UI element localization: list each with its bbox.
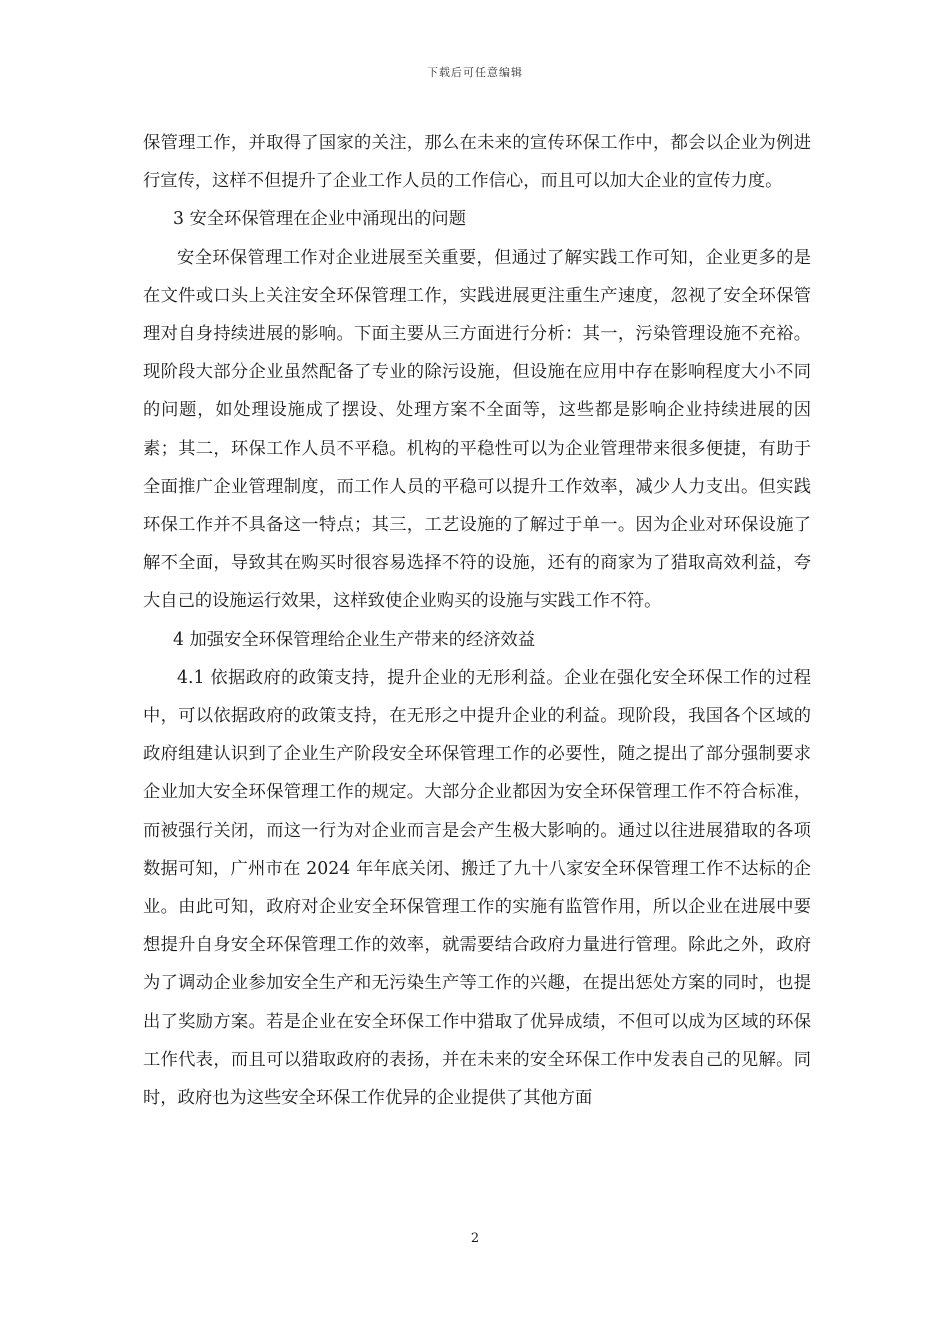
paragraph-4-1: 4.1 依据政府的政策支持，提升企业的无形利益。企业在强化安全环保工作的过程中，可以依据政府的政策支持，在无形之中提升企业的利益。现阶段，我国各个区域的政府组建认识到了企业生产阶段安全环保管理工作的必要性，随之提出了部分强制要求企业加大安全环保管理工作的规定。大部分企业都因为安全环保管理工作不符合标准，而被强行关闭，而这一行为对企业而言是会产生极大影响的。通过以往进展猎取的各项数据可知，广州市在 2024 年年底关闭、搬迁了九十八家安全环保管理工作不达标的企业。由此可知，政府对企业安全环保管理工作的实施有监管作用，所以企业在进展中要想提升自身安全环保管理工作的效率，就需要结合政府力量进行管理。除此之外，政府为了调动企业参加安全生产和无污染生产等工作的兴趣，在提出惩处方案的同时，也提出了奖励方案。若是企业在安全环保工作中猎取了优异成绩，不但可以成为区域的环保工作代表，而且可以猎取政府的表扬，并在未来的安全环保工作中发表自己的见解。同时，政府也为这些安全环保工作优异的企业提供了其他方面	[143, 667, 811, 1109]
page-number: 2	[470, 1231, 480, 1246]
paragraph-continuation: 保管理工作，并取得了国家的关注，那么在未来的宣传环保工作中，都会以企业为例进行宣传，这样不但提升了企业工作人员的工作信心，而且可以加大企业的宣传力度。	[143, 133, 811, 192]
paragraph-problems: 安全环保管理工作对企业进展至关重要，但通过了解实践工作可知，企业更多的是在文件或口头上关注安全环保管理工作，实践进展更注重生产速度，忽视了安全环保管理对自身持续进展的影响。下面主要从三方面进行分析：其一，污染管理设施不充裕。现阶段大部分企业虽然配备了专业的除污设施，但设施在应用中存在影响程度大小不同的问题，如处理设施成了摆设、处理方案不全面等，这些都是影响企业持续进展的因素；其二，环保工作人员不平稳。机构的平稳性可以为企业管理带来很多便捷，有助于全面推广企业管理制度，而工作人员的平稳可以提升工作效率，减少人力支出。但实践环保工作并不具备这一特点；其三，工艺设施的了解过于单一。因为企业对环保设施了解不全面，导致其在购买时很容易选择不符的设施，还有的商家为了猎取高效利益，夸大自己的设施运行效果，这样致使企业购买的设施与实践工作不符。	[143, 247, 811, 612]
section-heading-4: 4 加强安全环保管理给企业生产带来的经济效益	[173, 629, 536, 650]
page-header-note: 下载后可任意编辑	[427, 66, 523, 79]
document-body	[143, 124, 811, 1117]
section-heading-3: 3 安全环保管理在企业中涌现出的问题	[173, 209, 466, 230]
